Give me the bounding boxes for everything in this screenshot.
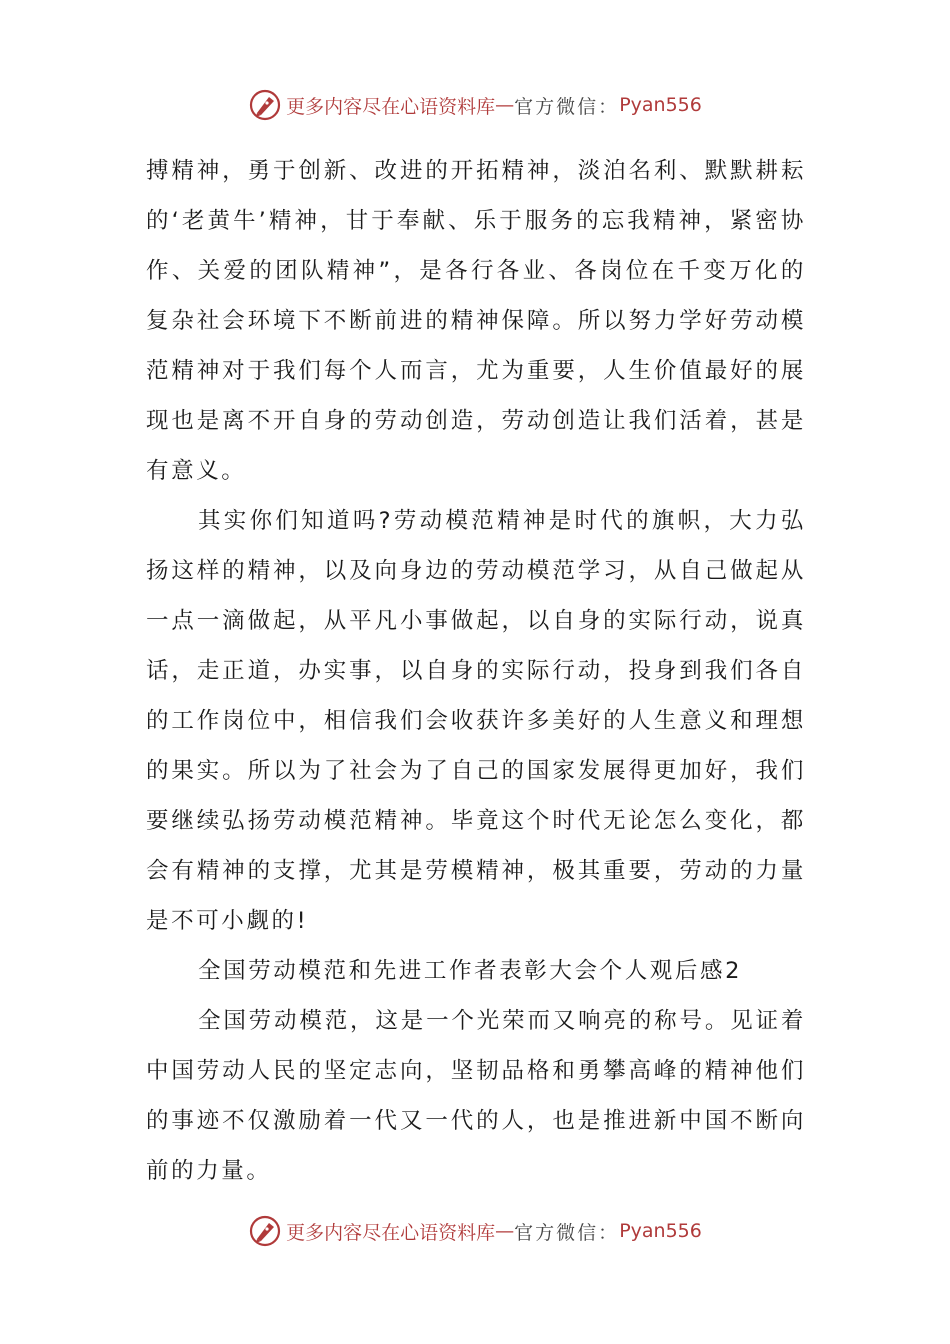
banner-wechat-id: Pyan556 [619,1220,702,1242]
header-banner [0,85,950,125]
pen-nib-logo-icon [248,88,282,122]
banner-wechat-id: Pyan556 [619,94,702,116]
paragraph: 其实你们知道吗?劳动模范精神是时代的旗帜，大力弘扬这样的精神，以及向身边的劳动模范学习，从自己做起从一点一滴做起，从平凡小事做起，以自身的实际行动，说真话，走正道，办实事，以自身的实际行动，投身到我们各自的工作岗位中，相信我们会收获许多美好的人生意义和理想的果实。所以为了社会为了自己的国家发展得更加好，我们要继续弘扬劳动模范精神。毕竟这个时代无论怎么变化，都会有精神的支撑，尤其是劳模精神，极其重要，劳动的力量是不可小觑的! [146,508,806,934]
section-heading: 全国劳动模范和先进工作者表彰大会个人观后感2 [198,958,743,984]
paragraph-continued: 搏精神，勇于创新、改进的开拓精神，淡泊名利、默默耕耘的‘老黄牛’精神，甘于奉献、乐于服务的忘我精神，紧密协作、关爱的团队精神”，是各行各业、各岗位在千变万化的复杂社会环境下不断前进的精神保障。所以努力学好劳动模范精神对于我们每个人而言，尤为重要，人生价值最好的展现也是离不开自身的劳动创造，劳动创造让我们活着，甚是有意义。 [146,158,806,484]
banner-dash: — [495,1220,515,1242]
banner-dash: — [495,94,515,116]
banner-wechat-label: 官方微信： [514,95,620,118]
footer-banner [0,1211,950,1251]
banner-main-text: 更多内容尽在心语资料库 [286,95,496,118]
document-body [146,146,806,1196]
paragraph: 全国劳动模范，这是一个光荣而又响亮的称号。见证着中国劳动人民的坚定志向，坚韧品格和勇攀高峰的精神他们的事迹不仅激励着一代又一代的人，也是推进新中国不断向前的力量。 [146,1008,806,1184]
pen-nib-logo-icon [248,1214,282,1248]
banner-main-text: 更多内容尽在心语资料库 [286,1221,496,1244]
banner-wechat-label: 官方微信： [514,1221,620,1244]
